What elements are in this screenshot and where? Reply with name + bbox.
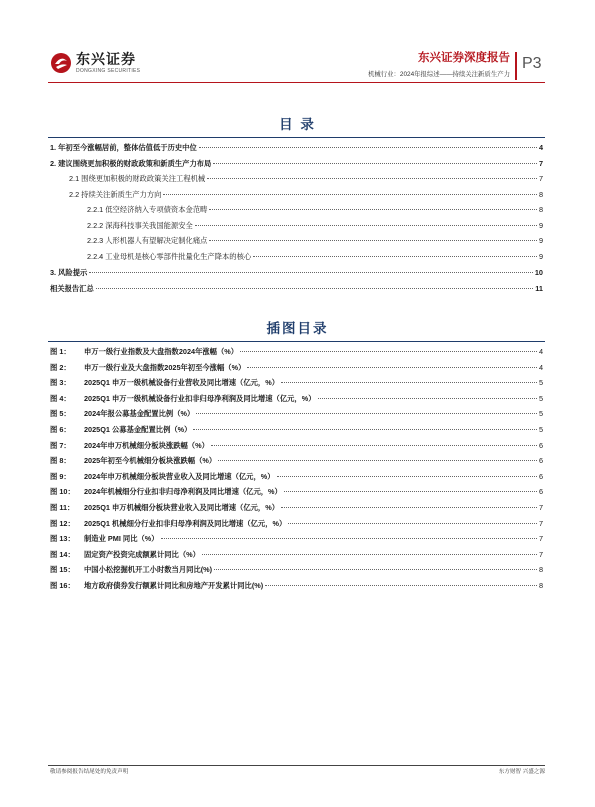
- figure-item[interactable]: [50, 456, 543, 466]
- figure-label: 申万一级行业指数及大盘指数2024年涨幅（%）: [84, 347, 239, 356]
- footer-disclaimer: 敬请参阅报告结尾处的免责声明: [50, 769, 129, 775]
- leader-dots: [253, 256, 537, 257]
- toc-item[interactable]: [87, 221, 543, 231]
- figure-number: 图 2：: [50, 363, 71, 372]
- leader-dots: [199, 147, 537, 148]
- figure-number: 图 15：: [50, 565, 75, 574]
- figure-item[interactable]: [50, 363, 543, 373]
- figure-page: 8: [538, 581, 543, 590]
- figure-item[interactable]: [50, 378, 543, 388]
- figure-item[interactable]: [50, 487, 543, 497]
- figures-title-rule: [48, 341, 545, 342]
- figure-item[interactable]: [50, 409, 543, 419]
- leader-dots: [240, 351, 537, 352]
- leader-dots: [161, 538, 537, 539]
- figure-page: 7: [538, 519, 543, 528]
- toc-item-page: 10: [534, 268, 543, 277]
- leader-dots: [214, 569, 537, 570]
- leader-dots: [318, 398, 537, 399]
- figure-page: 5: [538, 409, 543, 418]
- page-number: P3: [522, 55, 542, 72]
- figure-item[interactable]: [50, 394, 543, 404]
- leader-dots: [211, 445, 537, 446]
- leader-dots: [209, 240, 537, 241]
- figure-number: 图 7：: [50, 441, 71, 450]
- figure-item[interactable]: [50, 472, 543, 482]
- toc-item-page: 9: [538, 252, 543, 261]
- leader-dots: [209, 209, 537, 210]
- header-divider: [515, 52, 517, 80]
- toc-item-label: 相关报告汇总: [50, 284, 94, 293]
- header-rule: [48, 82, 545, 83]
- figure-page: 7: [538, 550, 543, 559]
- figure-page: 5: [538, 394, 543, 403]
- figure-number: 图 14：: [50, 550, 75, 559]
- figure-page: 4: [538, 363, 543, 372]
- figure-item[interactable]: [50, 503, 543, 513]
- leader-dots: [281, 382, 537, 383]
- figure-number: 图 11：: [50, 503, 75, 512]
- toc-item-page: 7: [538, 159, 543, 168]
- toc-item-page: 8: [538, 205, 543, 214]
- figure-label: 2025Q1 机械细分行业扣非归母净利润及同比增速（亿元，%）: [84, 519, 287, 528]
- leader-dots: [247, 367, 537, 368]
- toc-item-label: 2.2.3 人形机器人有望解决定制化痛点: [87, 236, 208, 245]
- figure-page: 6: [538, 441, 543, 450]
- toc-item[interactable]: [87, 205, 543, 215]
- leader-dots: [202, 554, 537, 555]
- leader-dots: [195, 225, 537, 226]
- figure-item[interactable]: [50, 441, 543, 451]
- figure-label: 2025Q1 申万机械细分板块营业收入及同比增速（亿元，%）: [84, 503, 280, 512]
- figure-label: 2024年申万机械细分板块涨跌幅（%）: [84, 441, 209, 450]
- toc-item-label: 2.2.2 深海科技事关我国能源安全: [87, 221, 193, 230]
- toc-item-label: 2.2.1 低空经济纳入专项债资本金范畴: [87, 205, 208, 214]
- figure-item[interactable]: [50, 565, 543, 575]
- toc-item[interactable]: [50, 159, 543, 169]
- leader-dots: [277, 476, 537, 477]
- figure-label: 中国小松挖掘机开工小时数当月同比(%): [84, 565, 213, 574]
- figure-number: 图 5：: [50, 409, 71, 418]
- figure-label: 2024年申万机械细分板块营业收入及同比增速（亿元，%）: [84, 472, 275, 481]
- toc-item-page: 9: [538, 221, 543, 230]
- leader-dots: [207, 178, 537, 179]
- toc-title-rule: [48, 137, 545, 138]
- figure-label: 申万一级行业及大盘指数2025年初至今涨幅（%）: [84, 363, 246, 372]
- toc-item-label: 2.2.4 工业母机是核心零部件批量化生产降本的核心: [87, 252, 252, 261]
- figure-page: 7: [538, 503, 543, 512]
- brand-name: 东兴证券: [76, 51, 136, 67]
- figure-label: 地方政府债券发行额累计同比和房地产开发累计同比(%): [84, 581, 264, 590]
- leader-dots: [96, 288, 534, 289]
- leader-dots: [288, 523, 537, 524]
- leader-dots: [196, 413, 537, 414]
- toc-item-page: 9: [538, 236, 543, 245]
- figure-label: 2025年初至今机械细分板块涨跌幅（%）: [84, 456, 217, 465]
- figure-label: 固定资产投资完成额累计同比（%）: [84, 550, 200, 559]
- leader-dots: [89, 272, 533, 273]
- figure-number: 图 6：: [50, 425, 71, 434]
- toc-item[interactable]: [87, 252, 543, 262]
- leader-dots: [163, 194, 537, 195]
- toc-item-label: 2.2 持续关注新质生产力方向: [69, 190, 162, 199]
- figure-number: 图 1：: [50, 347, 71, 356]
- figure-number: 图 12：: [50, 519, 75, 528]
- leader-dots: [284, 491, 537, 492]
- toc-item[interactable]: [50, 268, 543, 278]
- figure-page: 6: [538, 456, 543, 465]
- figure-label: 2024年报公募基金配置比例（%）: [84, 409, 195, 418]
- footer-rule: [48, 765, 545, 766]
- figure-item[interactable]: [50, 347, 543, 357]
- figure-label: 2025Q1 申万一级机械设备行业营收及同比增速（亿元，%）: [84, 378, 280, 387]
- toc-item-page: 11: [535, 284, 543, 293]
- leader-dots: [281, 507, 537, 508]
- toc-item-page: 7: [538, 174, 543, 183]
- footer-slogan: 东方财智 兴盛之源: [498, 769, 545, 775]
- figure-page: 5: [538, 425, 543, 434]
- toc-item[interactable]: [69, 174, 543, 184]
- leader-dots: [213, 163, 537, 164]
- report-subtitle: 机械行业：2024年报综述——持续关注新质生产力: [367, 71, 510, 78]
- figure-page: 6: [538, 472, 543, 481]
- figure-number: 图 3：: [50, 378, 71, 387]
- toc-title: 目 录: [279, 117, 316, 132]
- toc-item[interactable]: [69, 190, 543, 200]
- figure-page: 4: [538, 347, 543, 356]
- figure-item[interactable]: [50, 550, 543, 560]
- figure-number: 图 9：: [50, 472, 71, 481]
- figures-title: 插图目录: [266, 321, 329, 336]
- toc-item-page: 4: [538, 143, 543, 152]
- toc-item-page: 8: [538, 190, 543, 199]
- figure-number: 图 16：: [50, 581, 75, 590]
- figure-label: 2024年机械细分行业扣非归母净利润及同比增速（亿元，%）: [84, 487, 282, 496]
- figure-page: 8: [538, 565, 543, 574]
- figure-number: 图 13：: [50, 534, 75, 543]
- leader-dots: [265, 585, 537, 586]
- figure-number: 图 10：: [50, 487, 75, 496]
- toc-item[interactable]: [50, 284, 543, 294]
- figure-number: 图 4：: [50, 394, 71, 403]
- report-title: 东兴证券深度报告: [418, 52, 510, 64]
- toc-item-label: 2.1 围绕更加积极的财政政策关注工程机械: [69, 174, 206, 183]
- figure-item[interactable]: [50, 534, 543, 544]
- figure-page: 5: [538, 378, 543, 387]
- toc-item-label: 2. 建议围绕更加积极的财政政策和新质生产力布局: [50, 159, 212, 168]
- figure-number: 图 8：: [50, 456, 71, 465]
- figure-label: 2025Q1 公募基金配置比例（%）: [84, 425, 192, 434]
- toc-item[interactable]: [87, 236, 543, 246]
- figure-label: 2025Q1 申万一级机械设备行业扣非归母净利润及同比增速（亿元，%）: [84, 394, 316, 403]
- figure-item[interactable]: [50, 425, 543, 435]
- figure-item[interactable]: [50, 581, 543, 591]
- brand-name-en: DONGXING SECURITIES: [76, 68, 141, 74]
- toc-item-label: 3. 风险提示: [50, 268, 88, 277]
- leader-dots: [193, 429, 536, 430]
- figure-item[interactable]: [50, 519, 543, 529]
- brand-logo-icon: [50, 52, 72, 74]
- leader-dots: [218, 460, 537, 461]
- figure-label: 制造业 PMI 同比（%）: [84, 534, 159, 543]
- toc-item-label: 1. 年初至今涨幅居前，整体估值低于历史中位: [50, 143, 197, 152]
- figure-page: 7: [538, 534, 543, 543]
- figure-page: 6: [538, 487, 543, 496]
- toc-item[interactable]: [50, 143, 543, 153]
